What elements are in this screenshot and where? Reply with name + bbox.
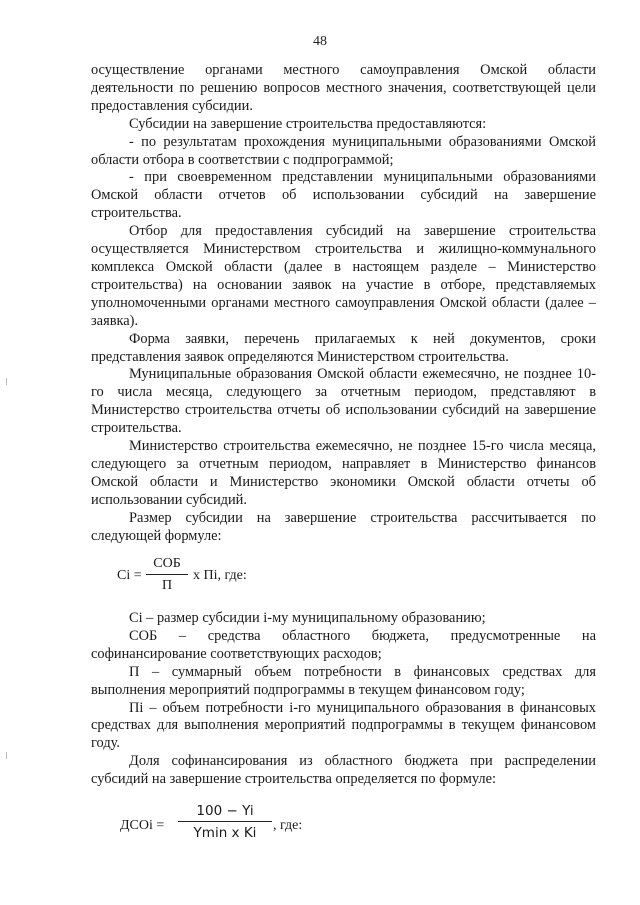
paragraph: Размер субсидии на завершение строительства рассчитывается по следующей формуле: — [91, 509, 596, 544]
fraction-bar — [146, 574, 188, 575]
paragraph: осуществление органами местного самоуправления Омской области деятельности по решению вопросов местного значения, соответствующей цели предоставления субсидии. — [91, 62, 596, 114]
margin-mark — [6, 752, 7, 759]
formula-denominator: Ymin x Ki — [193, 825, 257, 841]
formula-lhs: ДСОi = — [120, 818, 165, 833]
formula-denominator: П — [161, 578, 173, 593]
page-number: 48 — [313, 34, 327, 49]
paragraph: Доля софинансирования из областного бюджета при распределении субсидий на завершение строительства определяется по формуле: — [91, 753, 596, 788]
definition: СОБ – средства областного бюджета, предусмотренные на софинансирование соответствующих расходов; — [91, 627, 596, 662]
subsidy-formula — [117, 553, 317, 599]
formula-numerator: 100 − Yi — [196, 803, 254, 819]
paragraph: Министерство строительства ежемесячно, не позднее 15-го числа месяца, следующего за отчетным периодом, направляет в Министерство финансов Омской области и Министерство экономики Омской области отчеты об использовании субсидий. — [91, 438, 596, 508]
formula-fraction — [146, 555, 188, 594]
formula-rhs: , где: — [273, 818, 303, 833]
paragraph: Муниципальные образования Омской области ежемесячно, не позднее 10-го числа месяца, следующего за отчетным периодом, представляют в Министерство строительства отчеты об использовании субсидий на завершение строительства. — [91, 366, 596, 437]
list-item: - по результатам прохождения муниципальными образованиями Омской области отбора в соответствии с подпрограммой; — [91, 133, 596, 168]
formula-numerator: СОБ — [153, 556, 181, 571]
formula-fraction — [178, 802, 272, 842]
definitions-block — [91, 610, 596, 789]
fraction-bar — [178, 821, 272, 822]
definition: Ci – размер субсидии i-му муниципальному образованию; — [129, 610, 486, 626]
document-body — [91, 62, 596, 545]
paragraph: Субсидии на завершение строительства предоставляются: — [129, 115, 487, 132]
list-item: - при своевременном представлении муниципальными образованиями Омской области отчетов об использовании субсидий на завершение строительства. — [91, 169, 596, 222]
formula-lhs: Ci = — [117, 568, 142, 583]
paragraph: Форма заявки, перечень прилагаемых к ней документов, сроки представления заявок определяются Министерством строительства. — [91, 330, 596, 365]
margin-mark — [6, 378, 7, 385]
cofinancing-formula — [120, 801, 340, 851]
paragraph: Отбор для предоставления субсидий на завершение строительства осуществляется Министерством строительства и жилищно-коммунального комплекса Омской области (далее в настоящем разделе – Министерство строительства) на основании заявок на участие в отборе, представляемых уполномоченными органами местного самоуправления Омской области (далее – заявка). — [91, 223, 596, 329]
definition: Пi – объем потребности i-го муниципального образования в финансовых средствах для выполнения мероприятий подпрограммы в текущем финансовом году. — [91, 699, 596, 752]
formula-rhs: x Пi, где: — [193, 568, 247, 583]
definition: П – суммарный объем потребности в финансовых средствах для выполнения мероприятий подпрограммы в текущем финансовом году; — [91, 663, 596, 698]
